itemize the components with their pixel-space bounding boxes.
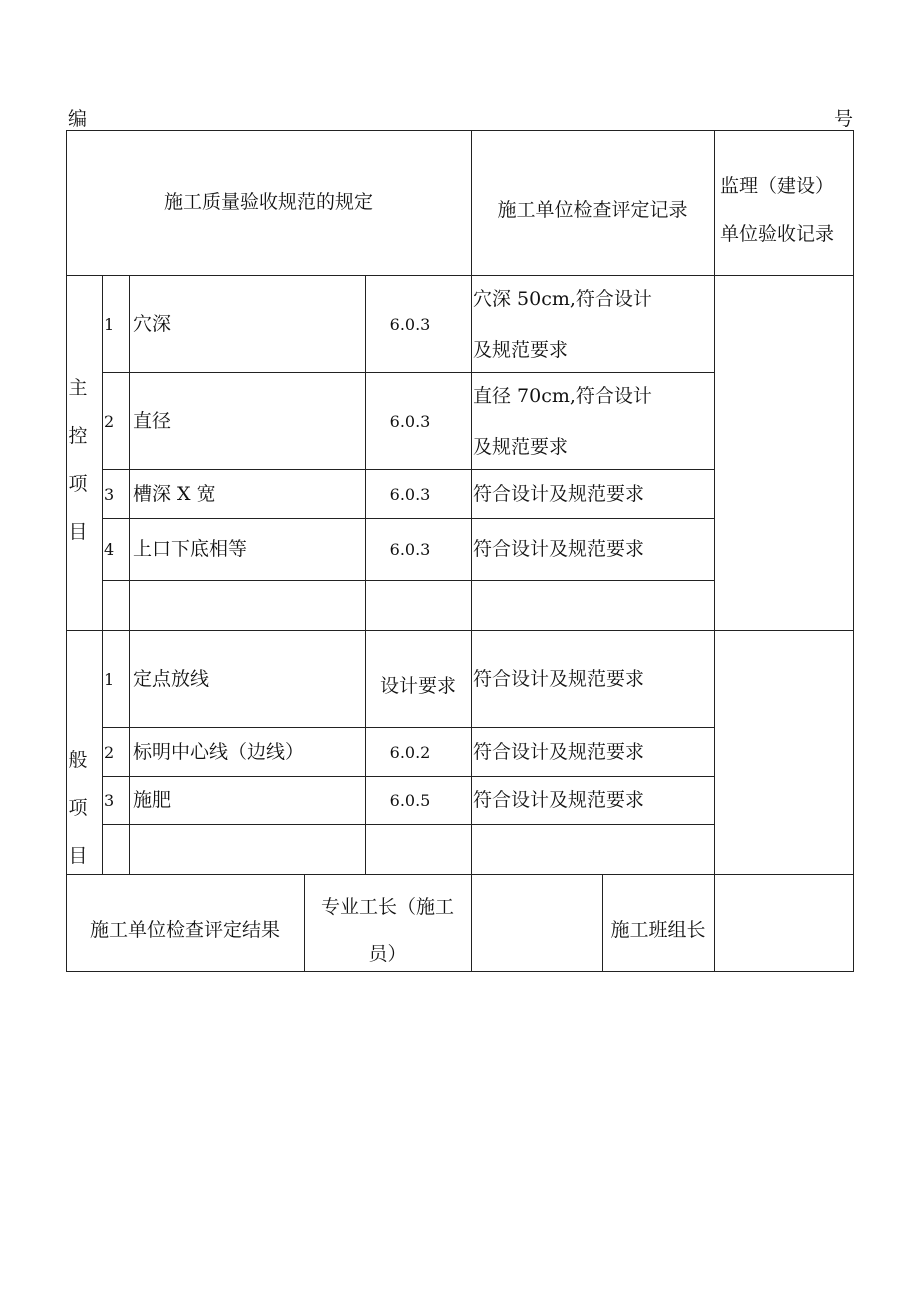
column-header-check-record: 施工单位检查评定记录 (497, 199, 688, 221)
serial-label-right: 号 (834, 108, 854, 130)
row-clause: 6.0.2 (389, 743, 431, 762)
column-header-supervisor-line2: 单位验收记录 (720, 223, 835, 245)
row-number: 1 (104, 670, 115, 689)
column-header-supervisor-line1: 监理（建设） (720, 175, 835, 197)
serial-label-left: 编 (68, 108, 88, 130)
row-record-line1: 符合设计及规范要求 (473, 668, 645, 690)
footer-foreman-line1: 专业工长（施工 (320, 896, 454, 918)
footer-result-label: 施工单位检查评定结果 (89, 919, 280, 941)
row-number: 2 (104, 412, 115, 431)
row-record-line1: 符合设计及规范要求 (473, 483, 645, 505)
main-group-label: 主 控 项 目 (68, 377, 88, 543)
footer-team-leader: 施工班组长 (610, 919, 706, 941)
row-item: 穴深 (133, 313, 172, 335)
row-item: 标明中心线（边线） (133, 741, 305, 763)
column-header-spec: 施工质量验收规范的规定 (163, 191, 373, 213)
row-record-line1: 符合设计及规范要求 (473, 538, 645, 560)
general-group-label: 般 项 目 (68, 749, 88, 867)
row-clause: 6.0.3 (389, 485, 431, 504)
footer-foreman-line2: 员） (368, 943, 407, 965)
row-number: 1 (104, 315, 115, 334)
row-record-line1: 符合设计及规范要求 (473, 789, 645, 811)
row-number: 3 (104, 485, 115, 504)
row-number: 3 (104, 791, 115, 810)
row-record-line2: 及规范要求 (473, 339, 569, 361)
row-item: 上口下底相等 (133, 538, 248, 560)
row-item: 槽深 X 宽 (133, 483, 216, 505)
row-clause: 设计要求 (379, 675, 456, 697)
row-clause: 6.0.5 (389, 791, 431, 810)
row-record-line1: 符合设计及规范要求 (473, 741, 645, 763)
row-clause: 6.0.3 (389, 540, 431, 559)
row-item: 直径 (133, 410, 172, 432)
row-record-line2: 及规范要求 (473, 436, 569, 458)
row-item: 定点放线 (133, 668, 210, 690)
row-number: 4 (104, 540, 115, 559)
row-clause: 6.0.3 (389, 315, 431, 334)
row-record-line1: 直径 70cm,符合设计 (473, 385, 652, 407)
row-item: 施肥 (133, 789, 172, 811)
row-number: 2 (104, 743, 115, 762)
row-record-line1: 穴深 50cm,符合设计 (473, 288, 652, 310)
row-clause: 6.0.3 (389, 412, 431, 431)
